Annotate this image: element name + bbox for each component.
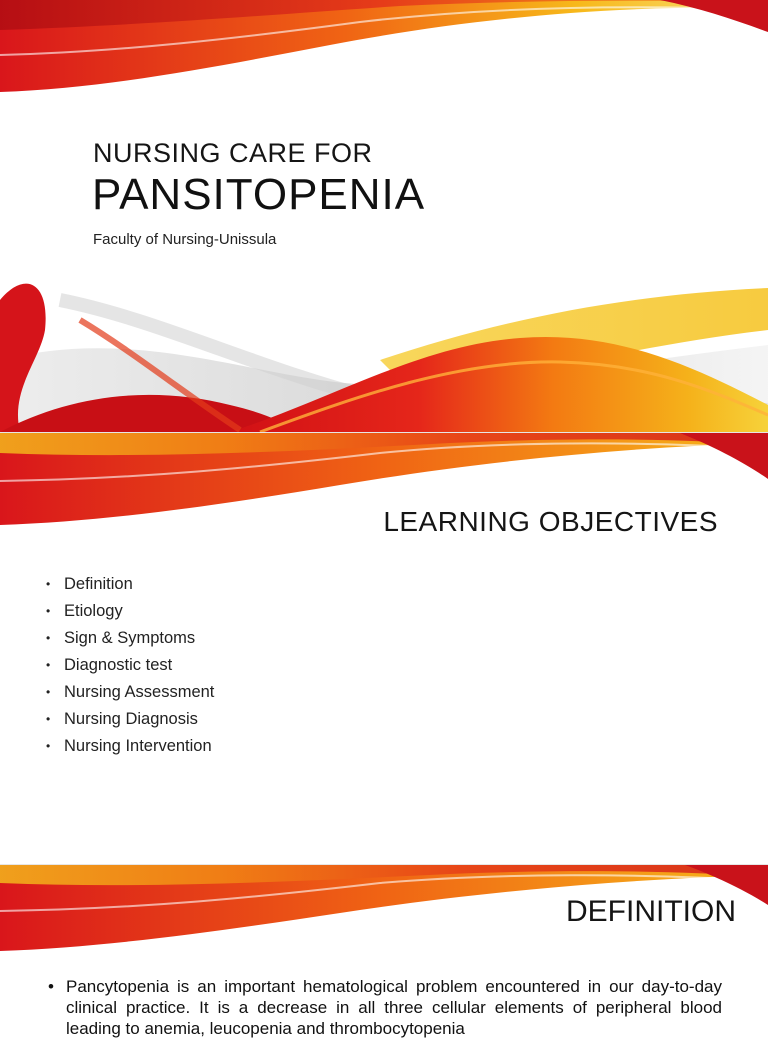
slide-heading: LEARNING OBJECTIVES	[383, 506, 718, 537]
list-item	[44, 625, 214, 652]
list-item	[44, 733, 214, 760]
list-item-label: Sign & Symptoms	[64, 629, 196, 647]
list-item	[44, 571, 214, 598]
bullet-icon: •	[46, 739, 51, 753]
title-slide	[0, 0, 768, 432]
list-item	[44, 598, 214, 625]
list-item	[44, 652, 214, 679]
list-item-label: Nursing Diagnosis	[64, 710, 198, 728]
bullet-icon: •	[46, 604, 51, 618]
list-item-label: Etiology	[64, 602, 123, 620]
list-item	[44, 706, 214, 733]
bullet-icon: •	[46, 577, 51, 591]
presentation-subtitle: Faculty of Nursing-Unissula	[93, 231, 277, 248]
slide-heading: DEFINITION	[566, 895, 736, 928]
objectives-slide	[0, 432, 768, 865]
list-item-label: Diagnostic test	[64, 656, 173, 674]
definition-slide	[0, 864, 768, 1038]
bullet-icon: •	[46, 685, 51, 699]
list-item-label: Nursing Intervention	[64, 737, 212, 755]
definition-paragraph: Pancytopenia is an important hematological problem encountered in our day-to-day clinical practice. It is a decrease in all three cellular elements of peripheral blood leading to anemia, leucopenia and thrombocytopenia	[66, 977, 722, 1038]
presentation-title: PANSITOPENIA	[92, 170, 426, 219]
bullet-icon: •	[46, 658, 51, 672]
bullet-icon: •	[46, 631, 51, 645]
list-item-label: Definition	[64, 575, 133, 593]
list-item-label: Nursing Assessment	[64, 683, 215, 701]
list-item	[48, 976, 722, 1039]
bullet-icon: •	[46, 712, 51, 726]
definition-text	[48, 976, 722, 1039]
title-line-1: NURSING CARE FOR	[93, 138, 373, 168]
bullet-icon: •	[48, 977, 54, 996]
objectives-list	[44, 571, 214, 760]
list-item	[44, 679, 214, 706]
bottom-wave-decoration	[0, 0, 768, 432]
